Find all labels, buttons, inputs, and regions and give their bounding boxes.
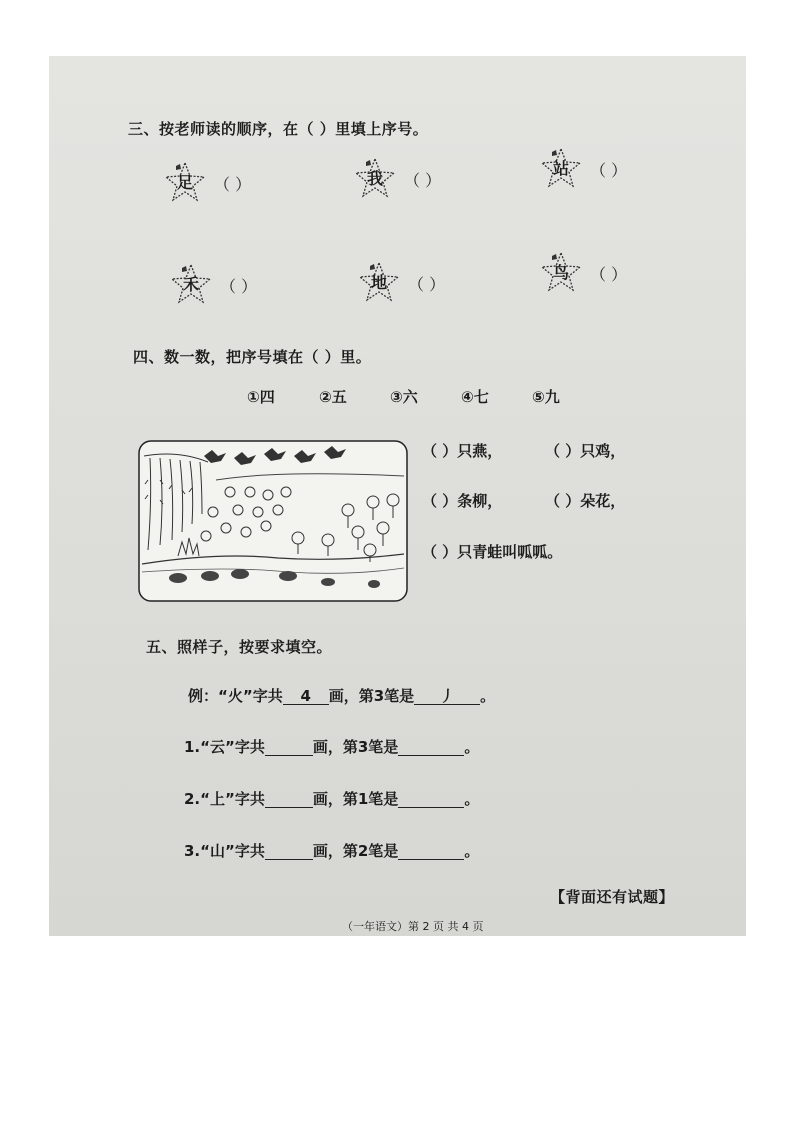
q2-stroke-blank[interactable] [398, 791, 464, 808]
char-item [538, 146, 678, 196]
char-text: 我 [366, 169, 383, 188]
q3-end: 。 [464, 842, 480, 860]
char-text: 禾 [182, 275, 199, 294]
example-count: 4 [283, 688, 329, 705]
q3-prefix: 3.“山”字共 [184, 842, 265, 860]
option-4: ④七 [461, 388, 489, 406]
section-3-heading: 三、按老师读的顺序，在（ ）里填上序号。 [128, 120, 429, 138]
count-line-1b[interactable]: （ ）只鸡， [545, 442, 626, 460]
char-item [168, 262, 308, 312]
option-3: ③六 [390, 388, 418, 406]
example-mid: 画，第3笔是 [328, 687, 415, 705]
example-stroke: 丿 [414, 688, 480, 705]
q1-end: 。 [464, 738, 480, 756]
section-4-heading: 四、数一数，把序号填在（ ）里。 [133, 348, 372, 366]
option-5: ⑤九 [532, 388, 560, 406]
answer-parens[interactable]: （ ） [408, 275, 446, 294]
count-line-2a[interactable]: （ ）条柳， [422, 492, 503, 510]
answer-parens[interactable]: （ ） [590, 161, 628, 180]
q2-prefix: 2.“上”字共 [184, 790, 265, 808]
q1-count-blank[interactable] [265, 739, 313, 756]
q1-stroke-blank[interactable] [398, 739, 464, 756]
q1-prefix: 1.“云”字共 [184, 738, 265, 756]
q2-mid: 画，第1笔是 [312, 790, 399, 808]
question-3 [184, 840, 479, 861]
char-item [538, 250, 678, 300]
option-1: ①四 [247, 388, 275, 406]
q3-count-blank[interactable] [265, 843, 313, 860]
question-1 [184, 736, 479, 757]
q2-count-blank[interactable] [265, 791, 313, 808]
answer-parens[interactable]: （ ） [214, 175, 252, 194]
answer-parens[interactable]: （ ） [590, 265, 628, 284]
q3-mid: 画，第2笔是 [312, 842, 399, 860]
char-item [162, 160, 302, 210]
back-note: 【背面还有试题】 [550, 888, 675, 906]
counting-illustration [138, 440, 408, 602]
count-line-3[interactable]: （ ）只青蛙叫呱呱。 [422, 543, 563, 561]
question-2 [184, 788, 479, 809]
count-line-2b[interactable]: （ ）朵花， [545, 492, 626, 510]
option-2: ②五 [319, 388, 347, 406]
count-line-1a[interactable]: （ ）只燕， [422, 442, 503, 460]
char-item [352, 156, 492, 206]
example-end: 。 [480, 687, 496, 705]
example-prefix: 例：“火”字共 [188, 687, 283, 705]
q2-end: 。 [464, 790, 480, 808]
answer-parens[interactable]: （ ） [404, 171, 442, 190]
char-item [356, 260, 496, 310]
char-text: 鸟 [552, 263, 569, 282]
q1-mid: 画，第3笔是 [312, 738, 399, 756]
answer-parens[interactable]: （ ） [220, 277, 258, 296]
section-5-heading: 五、照样子，按要求填空。 [146, 638, 333, 656]
q3-stroke-blank[interactable] [398, 843, 464, 860]
char-text: 足 [176, 173, 193, 192]
example-line [188, 685, 495, 706]
page-footer: （一年语文）第 2 页 共 4 页 [342, 920, 484, 933]
char-text: 地 [370, 273, 387, 292]
char-text: 站 [552, 159, 569, 178]
